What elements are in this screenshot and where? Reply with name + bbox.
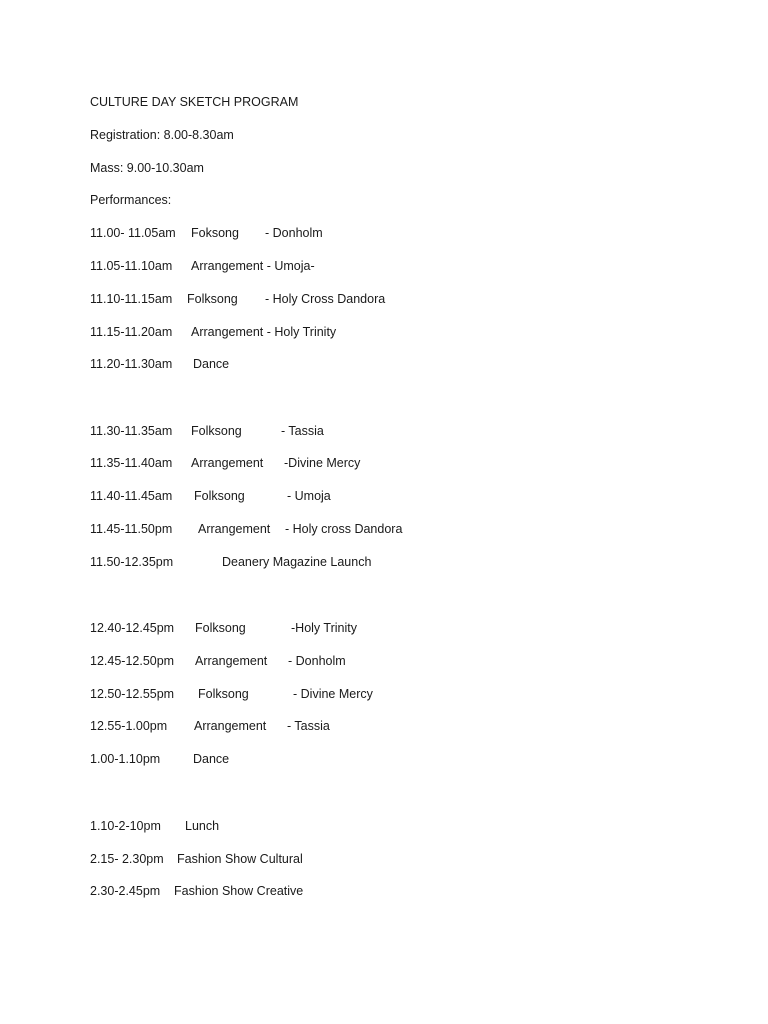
- schedule-group: - Donholm: [265, 226, 323, 240]
- schedule-time: 1.00-1.10pm: [90, 752, 161, 766]
- schedule-time: 11.35-11.40am: [90, 456, 173, 470]
- schedule-time: 2.15- 2.30pm: [90, 852, 164, 866]
- schedule-time: 11.40-11.45am: [90, 489, 173, 503]
- schedule-item: Foksong: [191, 226, 239, 240]
- schedule-time: 11.45-11.50pm: [90, 522, 173, 536]
- schedule-item: Arrangement - Umoja-: [191, 259, 315, 273]
- schedule-item: Arrangement: [195, 654, 268, 668]
- schedule-item: Dance: [193, 752, 230, 766]
- schedule-group: - Divine Mercy: [293, 687, 373, 701]
- schedule-item: Dance: [193, 357, 230, 371]
- schedule-group: - Tassia: [281, 424, 324, 438]
- schedule-item: Deanery Magazine Launch: [222, 555, 372, 569]
- schedule-time: 12.40-12.45pm: [90, 621, 175, 635]
- schedule-item: Folksong: [194, 489, 245, 503]
- schedule-group: - Umoja: [287, 489, 331, 503]
- schedule-time: 11.10-11.15am: [90, 292, 173, 306]
- schedule-group: - Holy Cross Dandora: [265, 292, 386, 306]
- performances-heading: Performances:: [90, 193, 172, 207]
- schedule-item: Folksong: [187, 292, 238, 306]
- schedule-item: Lunch: [185, 819, 220, 833]
- schedule-item: Fashion Show Creative: [174, 884, 304, 898]
- schedule-item: Arrangement: [191, 456, 264, 470]
- schedule-time: 11.20-11.30am: [90, 357, 173, 371]
- schedule-time: 2.30-2.45pm: [90, 884, 161, 898]
- schedule-group: - Holy cross Dandora: [285, 522, 403, 536]
- document-title: CULTURE DAY SKETCH PROGRAM: [90, 95, 299, 109]
- schedule-time: 11.00- 11.05am: [90, 226, 176, 240]
- schedule-group: -Divine Mercy: [284, 456, 361, 470]
- schedule-item: Folksong: [191, 424, 242, 438]
- schedule-group: - Donholm: [288, 654, 346, 668]
- schedule-time: 12.55-1.00pm: [90, 719, 168, 733]
- schedule-time: 11.15-11.20am: [90, 325, 173, 339]
- schedule-time: 11.50-12.35pm: [90, 555, 174, 569]
- schedule-item: Folksong: [198, 687, 249, 701]
- schedule-group: - Tassia: [287, 719, 330, 733]
- schedule-item: Folksong: [195, 621, 246, 635]
- schedule-group: -Holy Trinity: [291, 621, 357, 635]
- schedule-time: 12.50-12.55pm: [90, 687, 175, 701]
- registration-line: Registration: 8.00-8.30am: [90, 128, 234, 142]
- schedule-item: Fashion Show Cultural: [177, 852, 303, 866]
- schedule-time: 11.30-11.35am: [90, 424, 173, 438]
- schedule-item: Arrangement: [194, 719, 267, 733]
- schedule-time: 12.45-12.50pm: [90, 654, 175, 668]
- schedule-time: 11.05-11.10am: [90, 259, 173, 273]
- mass-line: Mass: 9.00-10.30am: [90, 161, 204, 175]
- schedule-item: Arrangement - Holy Trinity: [191, 325, 337, 339]
- schedule-time: 1.10-2-10pm: [90, 819, 161, 833]
- schedule-item: Arrangement: [198, 522, 271, 536]
